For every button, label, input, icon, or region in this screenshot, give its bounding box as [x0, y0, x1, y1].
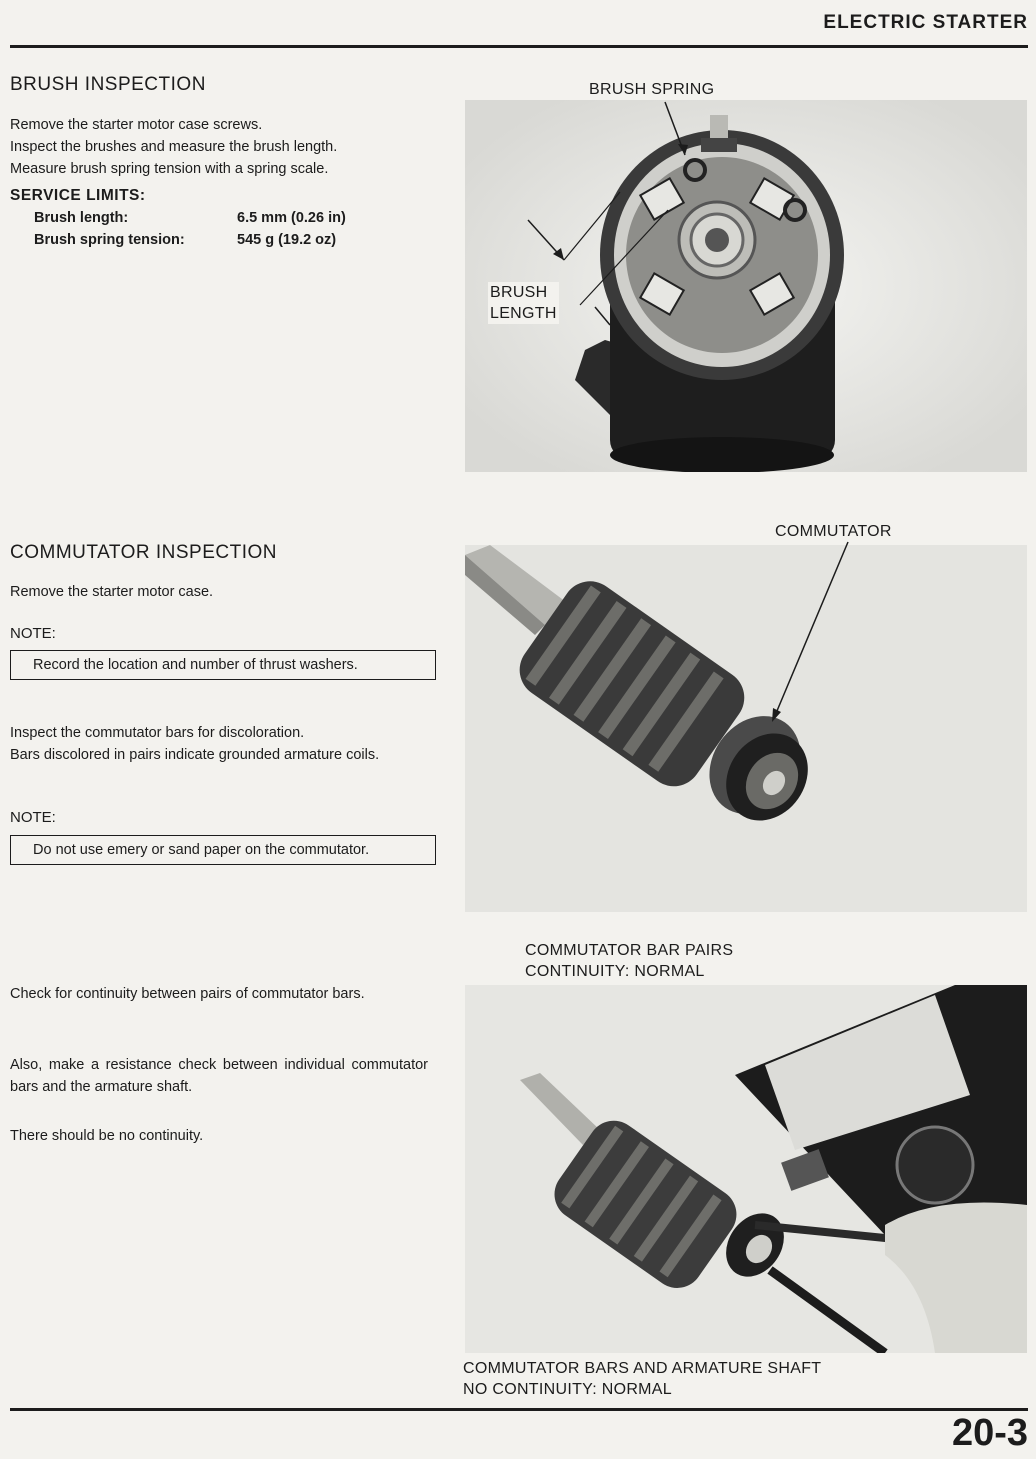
commutator-leader	[760, 540, 860, 730]
brush-spring-label: BRUSH SPRING	[589, 81, 715, 98]
note-label-1: NOTE:	[10, 625, 56, 642]
note-box-no-emery: Do not use emery or sand paper on the commutator.	[10, 835, 436, 865]
brush-length-label-line1: BRUSH	[490, 284, 548, 301]
brush-inspection-title: BRUSH INSPECTION	[10, 74, 206, 95]
commutator-para-4: There should be no continuity.	[10, 1128, 204, 1144]
caption-bar-pairs-line2: CONTINUITY: NORMAL	[525, 963, 705, 980]
continuity-test-photo	[465, 985, 1027, 1353]
note-box-thrust-washers: Record the location and number of thrust washers.	[10, 650, 436, 680]
caption-bar-pairs	[525, 940, 733, 982]
note-label-2: NOTE:	[10, 809, 56, 826]
spec-brush-length-name: Brush length:	[34, 210, 129, 226]
spec-spring-tension-value: 545 g (19.2 oz)	[237, 232, 337, 248]
commutator-para-2: Check for continuity between pairs of commutator bars.	[10, 986, 365, 1002]
spec-spring-tension-name: Brush spring tension:	[34, 232, 185, 248]
brush-step-3: Measure brush spring tension with a spring scale.	[10, 161, 329, 177]
running-header: ELECTRIC STARTER	[823, 12, 1028, 33]
commutator-para-3: Also, make a resistance check between individual commutator bars and the armature shaft.	[10, 1057, 428, 1095]
header-rule	[10, 45, 1028, 48]
commutator-label: COMMUTATOR	[775, 523, 892, 540]
service-limits-label: SERVICE LIMITS:	[10, 187, 146, 204]
footer-rule	[10, 1408, 1028, 1411]
brush-step-2: Inspect the brushes and measure the brush length.	[10, 139, 338, 155]
commutator-inspection-title: COMMUTATOR INSPECTION	[10, 542, 277, 563]
caption-armature-shaft-line2: NO CONTINUITY: NORMAL	[463, 1381, 672, 1398]
brush-step-1: Remove the starter motor case screws.	[10, 117, 263, 133]
brush-figure-leaders	[520, 100, 720, 330]
commutator-para-1-line-1: Inspect the commutator bars for discoloration.	[10, 725, 305, 741]
brush-length-label-line2: LENGTH	[490, 305, 557, 322]
caption-armature-shaft-line1: COMMUTATOR BARS AND ARMATURE SHAFT	[463, 1360, 822, 1377]
commutator-para-1-line-2: Bars discolored in pairs indicate grounded armature coils.	[10, 747, 380, 763]
commutator-intro: Remove the starter motor case.	[10, 584, 214, 600]
spec-brush-length-value: 6.5 mm (0.26 in)	[237, 210, 346, 226]
page-number: 20-3	[951, 1412, 1028, 1454]
caption-armature-shaft	[463, 1358, 821, 1400]
caption-bar-pairs-line1: COMMUTATOR BAR PAIRS	[525, 942, 734, 959]
armature-photo	[465, 545, 1027, 912]
